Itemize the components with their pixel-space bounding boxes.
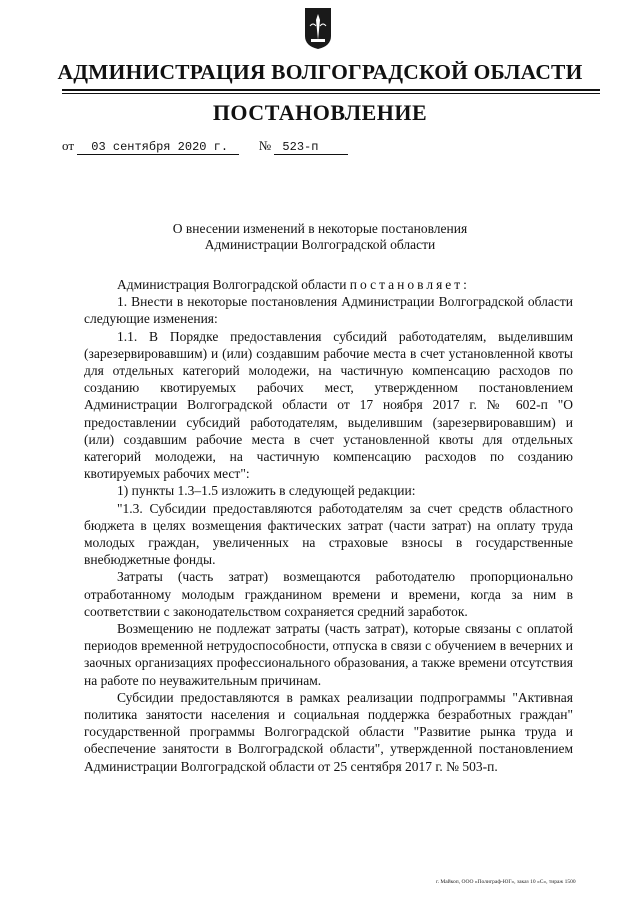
document-subject	[0, 221, 640, 253]
organization-title: АДМИНИСТРАЦИЯ ВОЛГОГРАДСКОЙ ОБЛАСТИ	[57, 60, 583, 84]
paragraph-exclusions: Возмещению не подлежат затраты (часть затрат), которые связаны с оплатой периодов временной нетрудоспособности, отпуска в связи с обучением в вечерних и заочных организациях профессионального образования, а также времени отсутствия на работе по неуважительным причинам.	[84, 621, 573, 688]
paragraph-costs: Затраты (часть затрат) возмещаются работодателю пропорционально отработанному молодым гражданином времени и времени, когда за ним в соответствии с законодательством сохраняется средний заработок.	[84, 569, 573, 619]
subject-line-1: О внесении изменений в некоторые постановления	[172, 221, 468, 236]
intro-verb: постановляет:	[349, 277, 470, 292]
paragraph-1: 1. Внести в некоторые постановления Администрации Волгоградской области следующие изменения:	[84, 294, 573, 327]
paragraph-1-1: 1.1. В Порядке предоставления субсидий работодателям, выделившим (зарезервировавшим) и (или) создавшим рабочие места в счет установленной квоты для отдельных категорий молодежи, на частичную компенсацию расходов по созданию квотируемых рабочих мест, утвержденном постановлением Администрации Волгоградской области от 17 ноября 2017 г. № 602-п "О предоставлении субсидий работодателям, выделившим (зарезервировавшим) и (или) создавшим рабочие места в счет установленной квоты для отдельных категорий молодежи, на частичную компенсацию расходов по созданию квотируемых рабочих мест":	[84, 328, 573, 482]
print-info: г. Майкоп, ООО «Полиграф-ЮГ», заказ 10 «С», тираж 1500	[436, 879, 576, 885]
subject-line-2: Администрации Волгоградской области	[204, 237, 436, 252]
header-divider	[62, 89, 600, 91]
paragraph-items: 1) пункты 1.3–1.5 изложить в следующей редакции:	[117, 483, 416, 499]
intro-text: Администрация Волгоградской области	[117, 277, 347, 292]
document-body	[84, 276, 573, 775]
document-number: 523-п	[274, 140, 348, 155]
coat-of-arms-icon	[303, 6, 333, 50]
number-prefix: №	[258, 138, 272, 153]
paragraph-program: Субсидии предоставляются в рамках реализации подпрограммы "Активная политика занятости населения и социальная поддержка безработных граждан" государственной программы Волгоградской области "Развитие рынка труда и обеспечение занятости в Волгоградской области", утвержденной постановлением Администрации Волгоградской области от 25 сентября 2017 г. № 503-п.	[84, 689, 573, 774]
paragraph-1-3: "1.3. Субсидии предоставляются работодателям за счет средств областного бюджета в целях возмещения фактических затрат (части затрат) на оплату труда молодых граждан, увеличенных на страховые взносы в государственные внебюджетные фонды.	[84, 500, 573, 568]
document-type-title: ПОСТАНОВЛЕНИЕ	[212, 100, 428, 125]
intro-paragraph	[84, 276, 573, 293]
date-number-line	[62, 138, 348, 155]
header-divider-thin	[62, 93, 600, 94]
document-date: 03 сентября 2020 г.	[77, 140, 239, 155]
date-prefix: от	[62, 138, 75, 153]
